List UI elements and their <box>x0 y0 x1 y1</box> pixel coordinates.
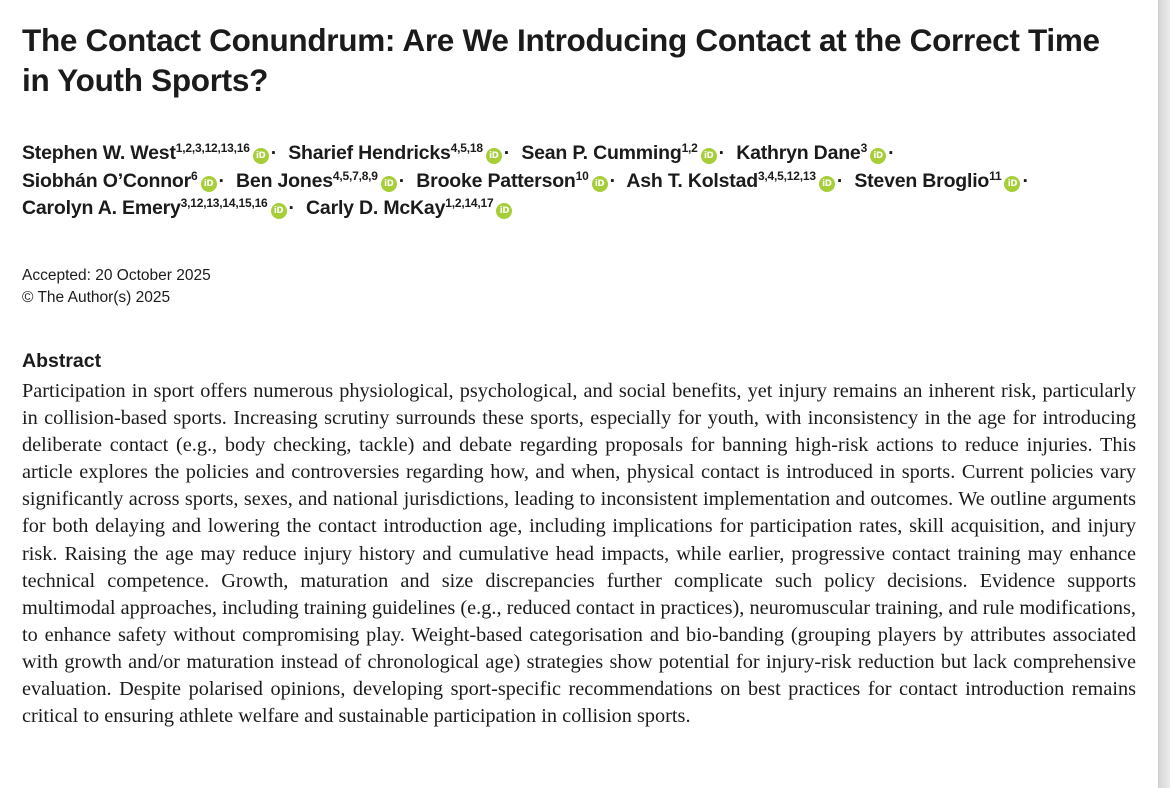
author-separator: · <box>1022 169 1029 192</box>
author[interactable] <box>22 170 217 192</box>
author-name: Carolyn A. Emery <box>22 197 181 219</box>
author-separator: · <box>288 197 295 219</box>
author-affiliations: 11 <box>989 168 1002 183</box>
author-separator: · <box>503 142 511 164</box>
orcid-icon[interactable]: iD <box>819 176 835 192</box>
author-separator: · <box>270 142 277 164</box>
author-affiliations: 3 <box>860 141 868 155</box>
author-separator: · <box>609 169 616 192</box>
author[interactable] <box>854 170 1020 192</box>
author-separator: · <box>718 142 725 164</box>
author[interactable] <box>626 170 834 192</box>
author[interactable] <box>736 142 886 164</box>
author-name: Sharief Hendricks <box>288 142 451 164</box>
orcid-icon[interactable]: iD <box>486 148 502 164</box>
author[interactable] <box>288 142 502 164</box>
orcid-icon[interactable]: iD <box>253 148 269 164</box>
author[interactable] <box>22 142 269 164</box>
author-affiliations: 1,2 <box>681 141 698 155</box>
author-name: Siobhán O’Connor <box>22 169 192 192</box>
abstract-heading: Abstract <box>22 350 102 372</box>
author-name: Sean P. Cumming <box>521 142 682 164</box>
author-affiliations: 1,2,14,17 <box>445 196 494 210</box>
orcid-icon[interactable]: iD <box>201 176 217 192</box>
author-affiliations: 6 <box>191 168 198 183</box>
author[interactable] <box>236 170 397 192</box>
orcid-icon[interactable]: iD <box>701 148 717 164</box>
author-affiliations: 3,12,13,14,15,16 <box>180 196 268 210</box>
author-affiliations: 3,4,5,12,13 <box>757 168 816 183</box>
author-affiliations: 10 <box>575 168 589 183</box>
author-separator: · <box>836 169 844 192</box>
author-name: Ben Jones <box>236 169 333 192</box>
article-title: The Contact Conundrum: Are We Introducing Contact at the Correct Time in Youth Sports? <box>22 22 1100 98</box>
author-name: Carly D. McKay <box>306 197 446 219</box>
author[interactable] <box>22 197 287 219</box>
accepted-date: Accepted: 20 October 2025 <box>22 267 211 284</box>
author[interactable] <box>521 142 716 164</box>
abstract-text: Participation in sport offers numerous physiological, psychological, and social benefits, yet injury remains an inherent risk, particularly in collision-based sports. Increasing scrutiny surrounds these sports, especially for youth, with inconsistency in the age for introducing deliberate contact (e.g., body checking, tackle) and debate regarding proposals for banning high-risk actions to reduce injuries. This article explores the policies and controversies regarding how, and when, physical contact is introduced in sports. Current policies vary significantly across sports, sexes, and national jurisdictions, leading to inconsistent implementation and outcomes. We outline arguments for both delaying and lowering the contact introduction age, including implications for participation rates, skill acquisition, and injury risk. Raising the age may reduce injury history and cumulative head impacts, while earlier, progressive contact training may enhance technical competence. Growth, maturation and size discrepancies further complicate such policy decisions. Evidence supports multimodal approaches, including training guidelines (e.g., reduced contact in practices), neuromuscular training, and rule modifications, to enhance safety without compromising play. Weight-based categorisation and bio-banding (grouping players by attributes associated with growth and/or maturation instead of chronological age) strategies show potential for injury-risk reduction but lack comprehensive evaluation. Despite polarised opinions, developing sport-specific recommendations on best practices for contact introduction remains critical to ensuring athlete welfare and sustainable participation in collision sports. <box>22 380 1136 728</box>
author-name: Stephen W. West <box>22 142 176 164</box>
author-separator: · <box>888 142 895 164</box>
orcid-icon[interactable]: iD <box>592 176 608 192</box>
author-name: Steven Broglio <box>854 169 990 192</box>
author[interactable] <box>416 170 607 192</box>
article-meta <box>22 265 211 309</box>
orcid-icon[interactable]: iD <box>381 176 397 192</box>
orcid-icon[interactable]: iD <box>1004 176 1020 192</box>
author-separator: · <box>398 169 406 192</box>
author[interactable] <box>306 197 512 219</box>
author-separator: · <box>218 169 225 192</box>
author-list <box>22 140 1142 223</box>
author-affiliations: 1,2,3,12,13,16 <box>175 141 250 155</box>
author-name: Kathryn Dane <box>736 142 861 164</box>
author-affiliations: 4,5,7,8,9 <box>332 168 378 183</box>
author-name: Brooke Patterson <box>416 169 576 192</box>
author-affiliations: 4,5,18 <box>450 141 483 155</box>
page-edge-shadow <box>1159 0 1170 788</box>
copyright-line: © The Author(s) 2025 <box>22 289 171 306</box>
orcid-icon[interactable]: iD <box>271 203 287 219</box>
orcid-icon[interactable]: iD <box>496 203 512 219</box>
author-name: Ash T. Kolstad <box>626 169 758 192</box>
orcid-icon[interactable]: iD <box>870 148 886 164</box>
